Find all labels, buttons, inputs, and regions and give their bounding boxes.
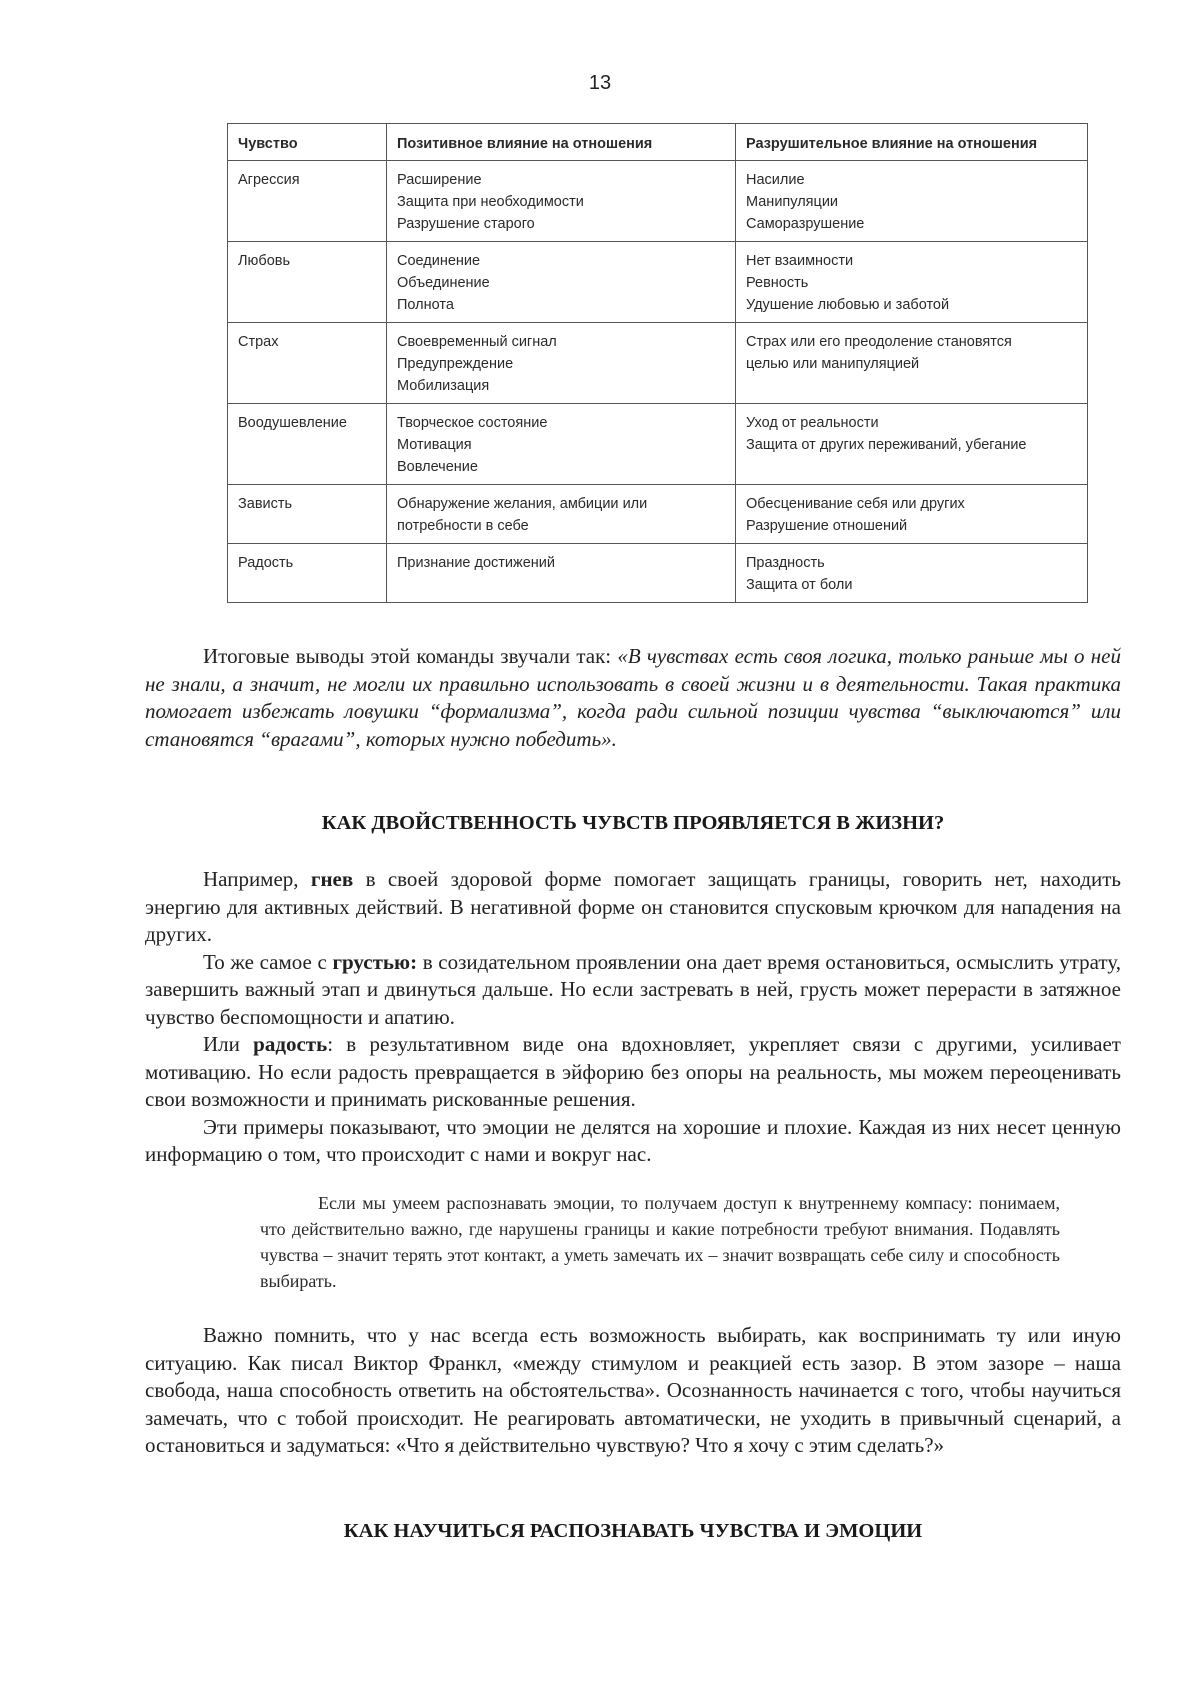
- paragraph: Эти примеры показывают, что эмоции не делятся на хорошие и плохие. Каждая из них несет ценную информацию о том, что происходит с нами и вокруг нас.: [145, 1114, 1121, 1166]
- paragraph: Важно помнить, что у нас всегда есть возможность выбирать, как воспринимать ту или иную ситуацию. Как писал Виктор Франкл, «между стимулом и реакцией есть зазор. В этом зазоре – наша свобода, наша способность ответить на обстоятельства». Осознанность начинается с того, чтобы научиться замечать, что с тобой происходит. Не реагировать автоматически, не уходить в привычный сценарий, а остановиться и задуматься: «Что я действительно чувствую? Что я хочу с этим сделать?»: [145, 1323, 1121, 1457]
- positive-cell: [387, 404, 736, 485]
- negative-item: Манипуляции: [746, 194, 839, 210]
- page-number: 13: [588, 72, 612, 94]
- table-row: [228, 242, 1088, 323]
- positive-item: Объединение: [397, 275, 490, 291]
- closing-section: [145, 1322, 1121, 1460]
- negative-cell: [736, 485, 1088, 544]
- negative-cell: [736, 404, 1088, 485]
- paragraph: [145, 1031, 1121, 1114]
- table-header-row: [228, 124, 1088, 161]
- feeling-cell: Радость: [228, 544, 387, 603]
- feeling-cell: Зависть: [228, 485, 387, 544]
- positive-item: Мотивация: [397, 437, 472, 453]
- table-row: [228, 404, 1088, 485]
- paragraph-text: Например,: [203, 867, 311, 891]
- header-feeling: Чувство: [228, 124, 387, 161]
- section-heading: КАК НАУЧИТЬСЯ РАСПОЗНАВАТЬ ЧУВСТВА И ЭМОЦИИ: [343, 1520, 923, 1542]
- table-row: [228, 544, 1088, 603]
- positive-item: Признание достижений: [397, 555, 555, 571]
- negative-item: Саморазрушение: [746, 216, 865, 232]
- paragraph-text: Или: [203, 1032, 254, 1056]
- header-negative: Разрушительное влияние на отношения: [736, 124, 1088, 161]
- paragraph-text: в созидательном проявлении она дает время остановиться, осмыслить утрату, завершить важный этап и двинуться дальше. Но если застревать в ней, грусть может перерасти в затяжное чувство беспомощности и апатию.: [145, 949, 1121, 1029]
- table-row: [228, 485, 1088, 544]
- conclusion-paragraph: [145, 643, 1121, 753]
- emphasis-joy: радость: [253, 1032, 328, 1056]
- emphasis-sadness: грустью:: [332, 949, 418, 974]
- table-row: [228, 323, 1088, 404]
- positive-cell: [387, 485, 736, 544]
- negative-item: Обесценивание себя или других: [746, 496, 965, 512]
- header-positive: Позитивное влияние на отношения: [387, 124, 736, 161]
- negative-item: Защита от боли: [746, 577, 853, 593]
- paragraph-text: : в результативном виде она вдохновляет, укрепляет связи с другими, усиливает мотивацию. Но если радость превращается в эйфорию без опоры на реальность, мы можем переоценивать свои возможности и принимать рискованные решения.: [145, 1032, 1121, 1111]
- positive-cell: [387, 544, 736, 603]
- positive-cell: [387, 161, 736, 242]
- negative-item: Разрушение отношений: [746, 518, 908, 534]
- negative-cell: [736, 161, 1088, 242]
- positive-item: Вовлечение: [397, 459, 478, 475]
- negative-item: Страх или его преодоление становятся: [746, 334, 1012, 350]
- negative-item: Удушение любовью и заботой: [746, 297, 950, 313]
- table-row: [228, 161, 1088, 242]
- paragraph-text: в своей здоровой форме помогает защищать границы, говорить нет, находить энергию для активных действий. В негативной форме он становится спусковым крючком для нападения на других.: [145, 867, 1121, 946]
- paragraph: [145, 949, 1121, 1032]
- conclusion-lead: Итоговые выводы этой команды звучали так:: [203, 644, 618, 668]
- positive-item: Своевременный сигнал: [397, 334, 557, 350]
- positive-item: Творческое состояние: [397, 415, 548, 431]
- negative-item: Защита от других переживаний, убегание: [746, 437, 1027, 453]
- blockquote: [260, 1190, 1060, 1294]
- negative-item: Насилие: [746, 172, 805, 188]
- positive-item: Расширение: [397, 172, 482, 188]
- negative-item: Уход от реальности: [746, 415, 879, 431]
- negative-item: Ревность: [746, 275, 809, 291]
- positive-cell: [387, 242, 736, 323]
- paragraph: [145, 866, 1121, 949]
- feelings-table: [227, 123, 1088, 603]
- positive-item: Разрушение старого: [397, 216, 535, 232]
- feeling-cell: Воодушевление: [228, 404, 387, 485]
- negative-cell: [736, 242, 1088, 323]
- positive-item: Соединение: [397, 253, 481, 269]
- positive-item: Полнота: [397, 297, 454, 313]
- positive-item: потребности в себе: [397, 518, 529, 534]
- blockquote-text: Если мы умеем распознавать эмоции, то получаем доступ к внутреннему компасу: понимаем, что действительно важно, где нарушены границы и какие потребности требуют внимания. Подавлять чувства – значит терять этот контакт, а уметь замечать их – значит возвращать себе силу и способность выбирать.: [260, 1193, 1060, 1291]
- negative-item: Нет взаимности: [746, 253, 854, 269]
- emphasis-anger: гнев: [310, 867, 354, 891]
- positive-cell: [387, 323, 736, 404]
- paragraph-text: То же самое с: [203, 949, 333, 974]
- negative-item: целью или манипуляцией: [746, 356, 920, 372]
- negative-item: Праздность: [746, 555, 825, 571]
- feeling-cell: Страх: [228, 323, 387, 404]
- negative-cell: [736, 544, 1088, 603]
- conclusion-quote: «В чувствах есть своя логика, только раньше мы о ней не знали, а значит, не могли их правильно использовать в своей жизни и в деятельности. Такая практика помогает избежать ловушки “формализма”, когда ради сильной позиции чувства “выключаются” или становятся “врагами”, которых нужно победить».: [145, 644, 1121, 751]
- positive-item: Защита при необходимости: [397, 194, 584, 210]
- feeling-cell: Агрессия: [228, 161, 387, 242]
- feeling-cell: Любовь: [228, 242, 387, 323]
- section-heading: КАК ДВОЙСТВЕННОСТЬ ЧУВСТВ ПРОЯВЛЯЕТСЯ В ЖИЗНИ?: [321, 812, 945, 834]
- positive-item: Мобилизация: [397, 378, 490, 394]
- negative-cell: [736, 323, 1088, 404]
- positive-item: Предупреждение: [397, 356, 514, 372]
- positive-item: Обнаружение желания, амбиции или: [397, 496, 648, 512]
- examples-section: [145, 866, 1121, 1169]
